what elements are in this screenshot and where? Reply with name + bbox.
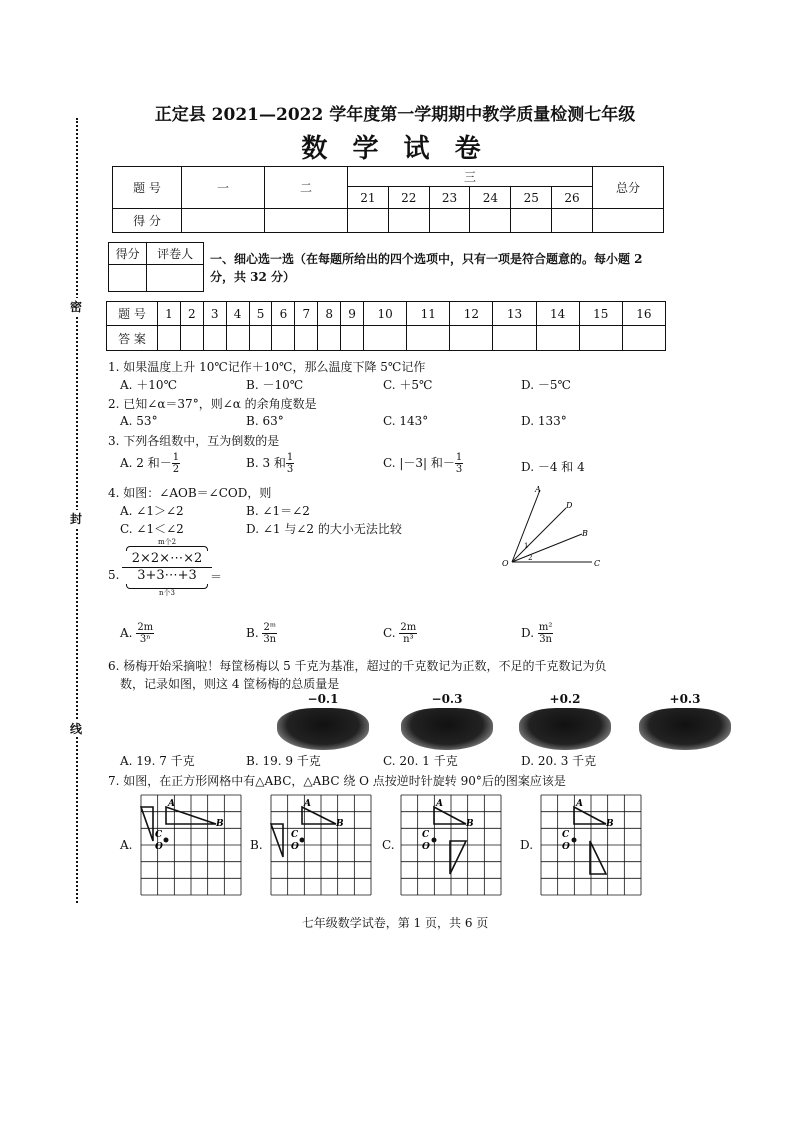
q5-a-prefix: A. <box>120 626 133 640</box>
answer-cell-11[interactable] <box>407 326 450 351</box>
q6-option-b[interactable]: B. 19. 9 千克 <box>246 754 321 768</box>
svg-text:C: C <box>562 830 570 840</box>
q4-label-a: A <box>535 485 541 494</box>
scorer-reviewer-cell[interactable] <box>147 265 204 292</box>
q5-equals: ＝ <box>210 570 223 584</box>
q2-option-c[interactable]: C. 143° <box>383 414 429 428</box>
q4-label-b: B <box>582 529 588 538</box>
q6-value-1: −0.1 <box>307 692 339 706</box>
answer-cell-2[interactable] <box>180 326 203 351</box>
score-cell[interactable] <box>593 209 664 233</box>
answer-cell-4[interactable] <box>226 326 249 351</box>
score-cell[interactable] <box>470 209 511 233</box>
score-sub-26: 26 <box>552 187 593 209</box>
answer-cell-7[interactable] <box>295 326 318 351</box>
svg-text:O: O <box>562 842 570 852</box>
q5-option-c[interactable] <box>383 622 417 645</box>
svg-text:B: B <box>336 819 344 829</box>
q3-option-c[interactable] <box>383 452 463 475</box>
answer-number-12: 12 <box>450 302 493 326</box>
answer-number-8: 8 <box>318 302 341 326</box>
score-cell[interactable] <box>348 209 389 233</box>
answer-number-14: 14 <box>536 302 579 326</box>
answer-cell-3[interactable] <box>203 326 226 351</box>
q5-bottom-brace-label: n个3 <box>159 589 175 597</box>
q4-angle-figure <box>500 482 610 572</box>
q7-stem: 7. 如图，在正方形网格中有△ABC，△ABC 绕 O 点按逆时针旋转 90°后的图案应该是 <box>108 774 566 788</box>
scorer-reviewer-label: 评卷人 <box>147 243 204 265</box>
score-cell[interactable] <box>552 209 593 233</box>
q6-basket-2 <box>392 692 502 750</box>
q3-option-b[interactable] <box>246 452 294 475</box>
q1-option-b[interactable]: B. －10℃ <box>246 378 304 392</box>
score-col-1: 一 <box>182 167 265 209</box>
answer-number-5: 5 <box>249 302 272 326</box>
q6-value-4: +0.3 <box>669 692 701 706</box>
answer-cell-13[interactable] <box>493 326 536 351</box>
q6-value-3: +0.2 <box>549 692 581 706</box>
answer-cell-16[interactable] <box>622 326 665 351</box>
q7-option-d-label[interactable]: D. <box>520 838 534 852</box>
q5-option-a[interactable] <box>120 622 154 645</box>
svg-text:C: C <box>422 830 430 840</box>
svg-text:B: B <box>466 819 474 829</box>
scorer-score-cell[interactable] <box>109 265 147 292</box>
score-sub-22: 22 <box>388 187 429 209</box>
q3-a-fraction: $\frac{1}{2}$ <box>172 452 180 475</box>
svg-text:A: A <box>436 799 443 809</box>
q6-stem-line2: 数，记录如图，则这 4 筐杨梅的总质量是 <box>120 677 340 691</box>
basket-icon <box>277 708 369 750</box>
q6-basket-4 <box>630 692 740 750</box>
q3-a-prefix: A. 2 和－ <box>120 456 172 470</box>
exam-subtitle: 数 学 试 卷 <box>301 134 489 164</box>
svg-text:B: B <box>216 819 224 829</box>
score-col-2: 二 <box>265 167 348 209</box>
q4-label-c: C <box>594 559 601 568</box>
q1-option-a[interactable]: A. ＋10℃ <box>120 378 177 392</box>
answer-cell-8[interactable] <box>318 326 341 351</box>
section1-scorer-box <box>108 242 204 292</box>
score-cell[interactable] <box>388 209 429 233</box>
q5-c-prefix: C. <box>383 626 396 640</box>
q4-label-1: 1 <box>524 542 529 550</box>
q5-b-prefix: B. <box>246 626 259 640</box>
q5-c-fraction: $\frac{2m}{\text{n³}}$ <box>400 622 417 645</box>
seal-mark-mi: 密 <box>70 300 83 314</box>
exam-title: 正定县 2021—2022 学年度第一学期期中教学质量检测七年级 <box>154 105 636 125</box>
answer-number-4: 4 <box>226 302 249 326</box>
q1-stem: 1. 如果温度上升 10℃记作＋10℃，那么温度下降 5℃记作 <box>108 360 426 374</box>
q7-option-b-grid[interactable] <box>270 794 372 896</box>
score-sub-21: 21 <box>348 187 389 209</box>
q1-option-c[interactable]: C. ＋5℃ <box>383 378 433 392</box>
q4-option-d[interactable]: D. ∠1 与∠2 的大小无法比较 <box>246 522 402 536</box>
answer-number-15: 15 <box>579 302 622 326</box>
answer-cell-15[interactable] <box>579 326 622 351</box>
svg-text:A: A <box>304 799 311 809</box>
answer-cell-10[interactable] <box>364 326 407 351</box>
score-row2-label: 得 分 <box>113 209 182 233</box>
answer-table <box>106 301 666 351</box>
q5-d-fraction: $\frac{\text{m²}}{3n}$ <box>538 622 553 645</box>
score-total: 总分 <box>593 167 664 209</box>
q7-option-b-label[interactable]: B. <box>250 838 263 852</box>
q7-option-d-grid[interactable] <box>540 794 642 896</box>
q4-option-c[interactable]: C. ∠1＜∠2 <box>120 522 184 536</box>
q2-option-d[interactable]: D. 133° <box>521 414 567 428</box>
score-table <box>112 166 664 233</box>
answer-number-3: 3 <box>203 302 226 326</box>
q5-numerator: 2×2×⋯×2 <box>122 551 212 568</box>
q4-option-b[interactable]: B. ∠1＝∠2 <box>246 504 310 518</box>
q4-label-d: D <box>566 501 573 510</box>
q6-option-d[interactable]: D. 20. 3 千克 <box>521 754 597 768</box>
q5-number: 5. <box>108 568 120 582</box>
q4-stem: 4. 如图：∠AOB＝∠COD，则 <box>108 486 272 500</box>
q3-option-d[interactable]: D. －4 和 4 <box>521 460 585 474</box>
q5-option-d[interactable] <box>521 622 553 645</box>
seal-mark-xian: 线 <box>70 722 83 736</box>
answer-number-7: 7 <box>295 302 318 326</box>
answer-cell-5[interactable] <box>249 326 272 351</box>
q1-option-d[interactable]: D. －5℃ <box>521 378 571 392</box>
answer-cell-1[interactable] <box>158 326 181 351</box>
q2-option-b[interactable]: B. 63° <box>246 414 284 428</box>
score-row1-label: 题 号 <box>113 167 182 209</box>
svg-text:B: B <box>606 819 614 829</box>
q6-basket-3 <box>510 692 620 750</box>
q4-option-a[interactable]: A. ∠1＞∠2 <box>120 504 184 518</box>
q6-basket-1 <box>268 692 378 750</box>
basket-icon <box>519 708 611 750</box>
svg-text:O: O <box>291 842 299 852</box>
answer-number-11: 11 <box>407 302 450 326</box>
q5-b-fraction: $\frac{\text{2ᵐ}}{3n}$ <box>263 622 277 645</box>
answer-number-6: 6 <box>272 302 295 326</box>
answer-cell-12[interactable] <box>450 326 493 351</box>
score-cell[interactable] <box>429 209 470 233</box>
scorer-score-label: 得分 <box>109 243 147 265</box>
q6-value-2: −0.3 <box>431 692 463 706</box>
answer-number-2: 2 <box>180 302 203 326</box>
q3-b-fraction: $\frac{1}{3}$ <box>286 452 294 475</box>
q3-b-prefix: B. 3 和 <box>246 456 286 470</box>
svg-text:C: C <box>291 830 299 840</box>
answer-number-9: 9 <box>341 302 364 326</box>
q2-option-a[interactable]: A. 53° <box>120 414 158 428</box>
q7-option-a-grid[interactable] <box>140 794 242 896</box>
answer-row1-label: 题 号 <box>107 302 158 326</box>
svg-text:A: A <box>168 799 175 809</box>
q6-option-c[interactable]: C. 20. 1 千克 <box>383 754 458 768</box>
q5-option-b[interactable] <box>246 622 277 645</box>
basket-icon <box>639 708 731 750</box>
q7-option-a-label[interactable]: A. <box>120 838 133 852</box>
q4-label-o: O <box>502 559 509 568</box>
q6-stem-line1: 6. 杨梅开始采摘啦！每筐杨梅以 5 千克为基准，超过的千克数记为正数，不足的千克数记为负 <box>108 659 607 673</box>
svg-text:C: C <box>155 830 163 840</box>
score-sub-24: 24 <box>470 187 511 209</box>
svg-text:A: A <box>576 799 583 809</box>
q2-stem: 2. 已知∠α＝37°，则∠α 的余角度数是 <box>108 397 317 411</box>
section1-instruction: 一、细心选一选（在每题所给出的四个选项中，只有一项是符合题意的。每小题 2 分，共 32 分） <box>210 252 643 284</box>
score-cell[interactable] <box>511 209 552 233</box>
svg-text:O: O <box>422 842 430 852</box>
q3-c-prefix: C. |－3| 和－ <box>383 456 455 470</box>
q3-c-fraction: $\frac{1}{3}$ <box>455 452 463 475</box>
answer-cell-6[interactable] <box>272 326 295 351</box>
page-footer: 七年级数学试卷，第 1 页，共 6 页 <box>301 916 489 930</box>
answer-number-16: 16 <box>622 302 665 326</box>
q5-a-fraction: $\frac{2m}{\text{3ⁿ}}$ <box>137 622 154 645</box>
answer-number-13: 13 <box>493 302 536 326</box>
q7-option-c-label[interactable]: C. <box>382 838 395 852</box>
score-cell[interactable] <box>182 209 265 233</box>
q3-option-a[interactable] <box>120 452 180 475</box>
q7-option-c-grid[interactable] <box>400 794 502 896</box>
q5-top-brace-label: m个2 <box>157 538 177 546</box>
seal-mark-feng: 封 <box>70 512 83 526</box>
basket-icon <box>401 708 493 750</box>
q5-d-prefix: D. <box>521 626 535 640</box>
answer-row2-label: 答 案 <box>107 326 158 351</box>
q6-option-a[interactable]: A. 19. 7 千克 <box>120 754 195 768</box>
svg-text:O: O <box>155 842 163 852</box>
score-sub-25: 25 <box>511 187 552 209</box>
score-col-3: 三 <box>348 167 593 187</box>
q4-label-2: 2 <box>528 554 533 562</box>
answer-number-1: 1 <box>158 302 181 326</box>
q5-denominator: 3+3⋯+3 <box>137 568 197 583</box>
score-cell[interactable] <box>265 209 348 233</box>
score-sub-23: 23 <box>429 187 470 209</box>
q5-expression <box>122 538 212 597</box>
q3-stem: 3. 下列各组数中，互为倒数的是 <box>108 434 280 448</box>
answer-cell-9[interactable] <box>341 326 364 351</box>
answer-cell-14[interactable] <box>536 326 579 351</box>
answer-number-10: 10 <box>364 302 407 326</box>
